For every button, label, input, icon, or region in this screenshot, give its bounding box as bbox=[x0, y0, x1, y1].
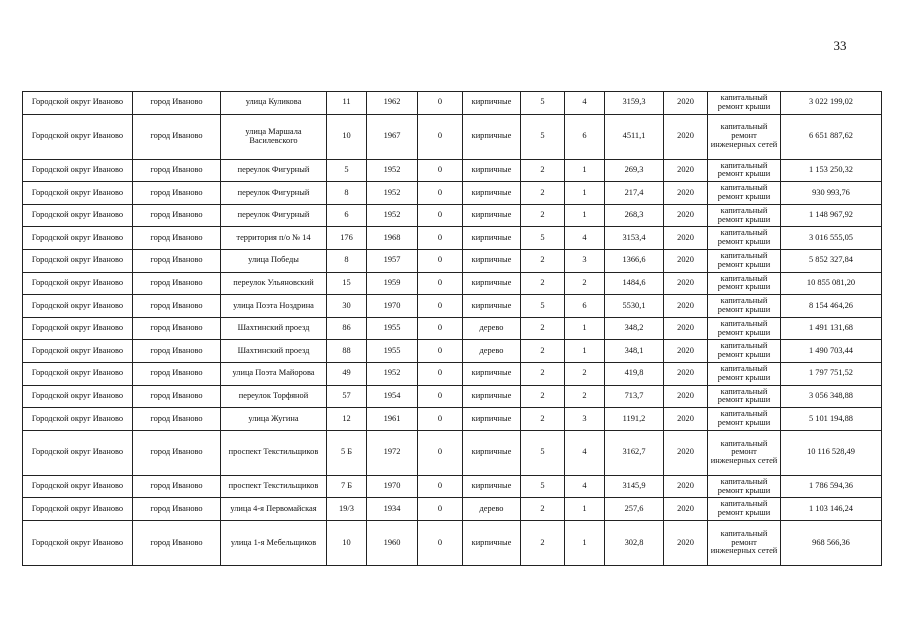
cell-street: улица Победы bbox=[221, 249, 327, 272]
cell-wall-material: дерево bbox=[463, 317, 521, 340]
cell-wall-material: кирпичные bbox=[463, 182, 521, 205]
cell-entrances: 2 bbox=[565, 362, 605, 385]
cell-street: переулок Фигурный bbox=[221, 182, 327, 205]
cell-entrances: 4 bbox=[565, 92, 605, 115]
cell-work-type: капитальный ремонт крыши bbox=[708, 498, 781, 521]
cell-municipality: Городской округ Иваново bbox=[23, 430, 133, 475]
cell-street: переулок Фигурный bbox=[221, 204, 327, 227]
table-row bbox=[23, 340, 882, 363]
cell-street: переулок Фигурный bbox=[221, 159, 327, 182]
table-row bbox=[23, 408, 882, 431]
cell-entrances: 4 bbox=[565, 227, 605, 250]
cell-floors: 5 bbox=[521, 114, 565, 159]
cell-municipality: Городской округ Иваново bbox=[23, 182, 133, 205]
cell-entrances: 6 bbox=[565, 114, 605, 159]
cell-cost: 5 852 327,84 bbox=[781, 249, 882, 272]
table-row bbox=[23, 159, 882, 182]
cell-cost: 930 993,76 bbox=[781, 182, 882, 205]
cell-year-reconstruction: 0 bbox=[418, 520, 463, 565]
cell-work-type: капитальный ремонт крыши bbox=[708, 92, 781, 115]
cell-settlement: город Иваново bbox=[133, 295, 221, 318]
cell-street: проспект Текстильщиков bbox=[221, 475, 327, 498]
cell-house-number: 30 bbox=[327, 295, 367, 318]
cell-floors: 2 bbox=[521, 408, 565, 431]
cell-area: 5530,1 bbox=[605, 295, 664, 318]
cell-year-built: 1952 bbox=[367, 159, 418, 182]
cell-area: 1484,6 bbox=[605, 272, 664, 295]
cell-cost: 1 148 967,92 bbox=[781, 204, 882, 227]
cell-house-number: 7 Б bbox=[327, 475, 367, 498]
cell-area: 3162,7 bbox=[605, 430, 664, 475]
cell-street: улица Жугина bbox=[221, 408, 327, 431]
cell-work-type: капитальный ремонт крыши bbox=[708, 227, 781, 250]
cell-municipality: Городской округ Иваново bbox=[23, 249, 133, 272]
cell-year-built: 1967 bbox=[367, 114, 418, 159]
cell-cost: 1 797 751,52 bbox=[781, 362, 882, 385]
table-row bbox=[23, 227, 882, 250]
cell-floors: 2 bbox=[521, 182, 565, 205]
table-row bbox=[23, 385, 882, 408]
cell-work-type: капитальный ремонт крыши bbox=[708, 204, 781, 227]
cell-cost: 3 022 199,02 bbox=[781, 92, 882, 115]
cell-municipality: Городской округ Иваново bbox=[23, 159, 133, 182]
cell-year-reconstruction: 0 bbox=[418, 159, 463, 182]
cell-area: 257,6 bbox=[605, 498, 664, 521]
cell-settlement: город Иваново bbox=[133, 362, 221, 385]
cell-wall-material: кирпичные bbox=[463, 92, 521, 115]
cell-area: 4511,1 bbox=[605, 114, 664, 159]
table-row bbox=[23, 249, 882, 272]
table-row bbox=[23, 520, 882, 565]
cell-municipality: Городской округ Иваново bbox=[23, 475, 133, 498]
cell-settlement: город Иваново bbox=[133, 182, 221, 205]
cell-work-type: капитальный ремонт инженерных сетей bbox=[708, 430, 781, 475]
cell-municipality: Городской округ Иваново bbox=[23, 227, 133, 250]
cell-area: 419,8 bbox=[605, 362, 664, 385]
cell-municipality: Городской округ Иваново bbox=[23, 520, 133, 565]
cell-year-reconstruction: 0 bbox=[418, 114, 463, 159]
table-row bbox=[23, 430, 882, 475]
cell-year-built: 1952 bbox=[367, 182, 418, 205]
cell-work-type: капитальный ремонт крыши bbox=[708, 317, 781, 340]
cell-settlement: город Иваново bbox=[133, 408, 221, 431]
cell-year-built: 1959 bbox=[367, 272, 418, 295]
cell-settlement: город Иваново bbox=[133, 340, 221, 363]
cell-street: улица 1-я Мебельщиков bbox=[221, 520, 327, 565]
cell-cost: 6 651 887,62 bbox=[781, 114, 882, 159]
cell-floors: 5 bbox=[521, 295, 565, 318]
cell-floors: 5 bbox=[521, 475, 565, 498]
cell-year-reconstruction: 0 bbox=[418, 204, 463, 227]
cell-settlement: город Иваново bbox=[133, 475, 221, 498]
cell-house-number: 8 bbox=[327, 249, 367, 272]
cell-street: улица 4-я Первомайская bbox=[221, 498, 327, 521]
cell-year-reconstruction: 0 bbox=[418, 475, 463, 498]
cell-settlement: город Иваново bbox=[133, 498, 221, 521]
cell-entrances: 1 bbox=[565, 204, 605, 227]
cell-house-number: 176 bbox=[327, 227, 367, 250]
table-row bbox=[23, 362, 882, 385]
cell-year-reconstruction: 0 bbox=[418, 385, 463, 408]
cell-year-built: 1970 bbox=[367, 295, 418, 318]
cell-year-built: 1952 bbox=[367, 204, 418, 227]
cell-house-number: 5 bbox=[327, 159, 367, 182]
cell-area: 3145,9 bbox=[605, 475, 664, 498]
cell-street: улица Куликова bbox=[221, 92, 327, 115]
cell-cost: 3 016 555,05 bbox=[781, 227, 882, 250]
cell-municipality: Городской округ Иваново bbox=[23, 340, 133, 363]
cell-wall-material: кирпичные bbox=[463, 272, 521, 295]
cell-area: 269,3 bbox=[605, 159, 664, 182]
cell-plan-year: 2020 bbox=[664, 408, 708, 431]
cell-plan-year: 2020 bbox=[664, 340, 708, 363]
cell-municipality: Городской округ Иваново bbox=[23, 317, 133, 340]
cell-cost: 1 103 146,24 bbox=[781, 498, 882, 521]
cell-work-type: капитальный ремонт крыши bbox=[708, 249, 781, 272]
cell-work-type: капитальный ремонт крыши bbox=[708, 159, 781, 182]
cell-cost: 1 786 594,36 bbox=[781, 475, 882, 498]
cell-area: 3159,3 bbox=[605, 92, 664, 115]
cell-entrances: 1 bbox=[565, 340, 605, 363]
cell-work-type: капитальный ремонт инженерных сетей bbox=[708, 114, 781, 159]
cell-work-type: капитальный ремонт инженерных сетей bbox=[708, 520, 781, 565]
table-row bbox=[23, 475, 882, 498]
cell-area: 217,4 bbox=[605, 182, 664, 205]
repair-program-table bbox=[22, 91, 882, 566]
cell-cost: 1 153 250,32 bbox=[781, 159, 882, 182]
table-row bbox=[23, 182, 882, 205]
cell-plan-year: 2020 bbox=[664, 475, 708, 498]
cell-floors: 2 bbox=[521, 272, 565, 295]
cell-cost: 8 154 464,26 bbox=[781, 295, 882, 318]
table-row bbox=[23, 317, 882, 340]
cell-municipality: Городской округ Иваново bbox=[23, 385, 133, 408]
cell-work-type: капитальный ремонт крыши bbox=[708, 408, 781, 431]
cell-floors: 2 bbox=[521, 159, 565, 182]
cell-year-built: 1954 bbox=[367, 385, 418, 408]
cell-area: 1366,6 bbox=[605, 249, 664, 272]
cell-house-number: 19/3 bbox=[327, 498, 367, 521]
cell-work-type: капитальный ремонт крыши bbox=[708, 295, 781, 318]
cell-year-built: 1961 bbox=[367, 408, 418, 431]
cell-cost: 1 491 131,68 bbox=[781, 317, 882, 340]
cell-settlement: город Иваново bbox=[133, 520, 221, 565]
cell-floors: 5 bbox=[521, 92, 565, 115]
cell-floors: 2 bbox=[521, 520, 565, 565]
cell-plan-year: 2020 bbox=[664, 204, 708, 227]
cell-house-number: 6 bbox=[327, 204, 367, 227]
cell-area: 348,2 bbox=[605, 317, 664, 340]
cell-floors: 2 bbox=[521, 249, 565, 272]
cell-house-number: 57 bbox=[327, 385, 367, 408]
cell-municipality: Городской округ Иваново bbox=[23, 362, 133, 385]
cell-wall-material: кирпичные bbox=[463, 408, 521, 431]
cell-wall-material: дерево bbox=[463, 340, 521, 363]
cell-area: 1191,2 bbox=[605, 408, 664, 431]
cell-settlement: город Иваново bbox=[133, 159, 221, 182]
cell-floors: 2 bbox=[521, 385, 565, 408]
cell-year-built: 1970 bbox=[367, 475, 418, 498]
cell-settlement: город Иваново bbox=[133, 92, 221, 115]
cell-floors: 2 bbox=[521, 204, 565, 227]
cell-house-number: 88 bbox=[327, 340, 367, 363]
cell-year-reconstruction: 0 bbox=[418, 249, 463, 272]
cell-cost: 10 116 528,49 bbox=[781, 430, 882, 475]
cell-wall-material: кирпичные bbox=[463, 159, 521, 182]
cell-year-reconstruction: 0 bbox=[418, 317, 463, 340]
cell-street: территория п/о № 14 bbox=[221, 227, 327, 250]
cell-municipality: Городской округ Иваново bbox=[23, 92, 133, 115]
cell-plan-year: 2020 bbox=[664, 362, 708, 385]
cell-year-reconstruction: 0 bbox=[418, 92, 463, 115]
cell-year-built: 1968 bbox=[367, 227, 418, 250]
cell-plan-year: 2020 bbox=[664, 92, 708, 115]
cell-entrances: 3 bbox=[565, 249, 605, 272]
page-number: 33 bbox=[833, 38, 847, 53]
cell-floors: 2 bbox=[521, 317, 565, 340]
cell-settlement: город Иваново bbox=[133, 227, 221, 250]
cell-entrances: 2 bbox=[565, 272, 605, 295]
cell-year-built: 1955 bbox=[367, 317, 418, 340]
cell-street: Шахтинский проезд bbox=[221, 340, 327, 363]
cell-street: переулок Торфяной bbox=[221, 385, 327, 408]
cell-wall-material: кирпичные bbox=[463, 114, 521, 159]
cell-wall-material: кирпичные bbox=[463, 227, 521, 250]
cell-settlement: город Иваново bbox=[133, 430, 221, 475]
cell-wall-material: кирпичные bbox=[463, 520, 521, 565]
cell-work-type: капитальный ремонт крыши bbox=[708, 362, 781, 385]
cell-plan-year: 2020 bbox=[664, 114, 708, 159]
cell-street: улица Поэта Ноздрина bbox=[221, 295, 327, 318]
cell-wall-material: кирпичные bbox=[463, 430, 521, 475]
cell-plan-year: 2020 bbox=[664, 385, 708, 408]
cell-year-built: 1962 bbox=[367, 92, 418, 115]
cell-area: 713,7 bbox=[605, 385, 664, 408]
cell-work-type: капитальный ремонт крыши bbox=[708, 385, 781, 408]
cell-house-number: 49 bbox=[327, 362, 367, 385]
cell-house-number: 15 bbox=[327, 272, 367, 295]
cell-house-number: 5 Б bbox=[327, 430, 367, 475]
cell-municipality: Городской округ Иваново bbox=[23, 408, 133, 431]
cell-settlement: город Иваново bbox=[133, 204, 221, 227]
cell-entrances: 1 bbox=[565, 317, 605, 340]
cell-house-number: 8 bbox=[327, 182, 367, 205]
cell-year-built: 1972 bbox=[367, 430, 418, 475]
cell-entrances: 1 bbox=[565, 520, 605, 565]
cell-house-number: 12 bbox=[327, 408, 367, 431]
cell-cost: 10 855 081,20 bbox=[781, 272, 882, 295]
cell-settlement: город Иваново bbox=[133, 272, 221, 295]
cell-year-reconstruction: 0 bbox=[418, 430, 463, 475]
cell-work-type: капитальный ремонт крыши bbox=[708, 475, 781, 498]
cell-area: 268,3 bbox=[605, 204, 664, 227]
cell-cost: 5 101 194,88 bbox=[781, 408, 882, 431]
cell-municipality: Городской округ Иваново bbox=[23, 498, 133, 521]
cell-year-built: 1934 bbox=[367, 498, 418, 521]
cell-entrances: 2 bbox=[565, 385, 605, 408]
cell-entrances: 6 bbox=[565, 295, 605, 318]
cell-work-type: капитальный ремонт крыши bbox=[708, 272, 781, 295]
cell-wall-material: кирпичные bbox=[463, 385, 521, 408]
cell-wall-material: кирпичные bbox=[463, 249, 521, 272]
cell-plan-year: 2020 bbox=[664, 520, 708, 565]
cell-municipality: Городской округ Иваново bbox=[23, 272, 133, 295]
cell-cost: 968 566,36 bbox=[781, 520, 882, 565]
cell-settlement: город Иваново bbox=[133, 249, 221, 272]
cell-cost: 3 056 348,88 bbox=[781, 385, 882, 408]
cell-street: улица Поэта Майорова bbox=[221, 362, 327, 385]
cell-settlement: город Иваново bbox=[133, 385, 221, 408]
cell-settlement: город Иваново bbox=[133, 317, 221, 340]
cell-house-number: 86 bbox=[327, 317, 367, 340]
cell-work-type: капитальный ремонт крыши bbox=[708, 182, 781, 205]
table-row bbox=[23, 204, 882, 227]
cell-year-built: 1952 bbox=[367, 362, 418, 385]
cell-wall-material: кирпичные bbox=[463, 295, 521, 318]
cell-plan-year: 2020 bbox=[664, 182, 708, 205]
cell-area: 302,8 bbox=[605, 520, 664, 565]
cell-house-number: 10 bbox=[327, 114, 367, 159]
cell-settlement: город Иваново bbox=[133, 114, 221, 159]
table-row bbox=[23, 114, 882, 159]
cell-floors: 5 bbox=[521, 227, 565, 250]
cell-year-reconstruction: 0 bbox=[418, 272, 463, 295]
cell-house-number: 11 bbox=[327, 92, 367, 115]
cell-house-number: 10 bbox=[327, 520, 367, 565]
cell-plan-year: 2020 bbox=[664, 430, 708, 475]
cell-floors: 2 bbox=[521, 362, 565, 385]
cell-entrances: 1 bbox=[565, 182, 605, 205]
cell-year-built: 1960 bbox=[367, 520, 418, 565]
cell-area: 3153,4 bbox=[605, 227, 664, 250]
cell-entrances: 1 bbox=[565, 159, 605, 182]
cell-entrances: 1 bbox=[565, 498, 605, 521]
cell-plan-year: 2020 bbox=[664, 249, 708, 272]
cell-street: переулок Ульяновский bbox=[221, 272, 327, 295]
table-row bbox=[23, 92, 882, 115]
cell-wall-material: кирпичные bbox=[463, 475, 521, 498]
cell-year-reconstruction: 0 bbox=[418, 408, 463, 431]
cell-entrances: 4 bbox=[565, 430, 605, 475]
cell-municipality: Городской округ Иваново bbox=[23, 295, 133, 318]
cell-municipality: Городской округ Иваново bbox=[23, 114, 133, 159]
cell-street: Шахтинский проезд bbox=[221, 317, 327, 340]
cell-work-type: капитальный ремонт крыши bbox=[708, 340, 781, 363]
cell-plan-year: 2020 bbox=[664, 498, 708, 521]
cell-wall-material: кирпичные bbox=[463, 204, 521, 227]
cell-floors: 2 bbox=[521, 498, 565, 521]
cell-floors: 5 bbox=[521, 430, 565, 475]
cell-plan-year: 2020 bbox=[664, 272, 708, 295]
cell-year-reconstruction: 0 bbox=[418, 295, 463, 318]
cell-floors: 2 bbox=[521, 340, 565, 363]
cell-wall-material: кирпичные bbox=[463, 362, 521, 385]
cell-year-built: 1955 bbox=[367, 340, 418, 363]
cell-year-reconstruction: 0 bbox=[418, 227, 463, 250]
cell-entrances: 3 bbox=[565, 408, 605, 431]
cell-entrances: 4 bbox=[565, 475, 605, 498]
cell-year-reconstruction: 0 bbox=[418, 362, 463, 385]
cell-cost: 1 490 703,44 bbox=[781, 340, 882, 363]
cell-plan-year: 2020 bbox=[664, 227, 708, 250]
cell-year-reconstruction: 0 bbox=[418, 498, 463, 521]
cell-street: улица Маршала Василевского bbox=[221, 114, 327, 159]
cell-wall-material: дерево bbox=[463, 498, 521, 521]
table-row bbox=[23, 498, 882, 521]
cell-year-built: 1957 bbox=[367, 249, 418, 272]
cell-year-reconstruction: 0 bbox=[418, 182, 463, 205]
cell-plan-year: 2020 bbox=[664, 295, 708, 318]
cell-street: проспект Текстильщиков bbox=[221, 430, 327, 475]
cell-area: 348,1 bbox=[605, 340, 664, 363]
table-row bbox=[23, 272, 882, 295]
table-row bbox=[23, 295, 882, 318]
cell-year-reconstruction: 0 bbox=[418, 340, 463, 363]
cell-plan-year: 2020 bbox=[664, 317, 708, 340]
cell-plan-year: 2020 bbox=[664, 159, 708, 182]
cell-municipality: Городской округ Иваново bbox=[23, 204, 133, 227]
